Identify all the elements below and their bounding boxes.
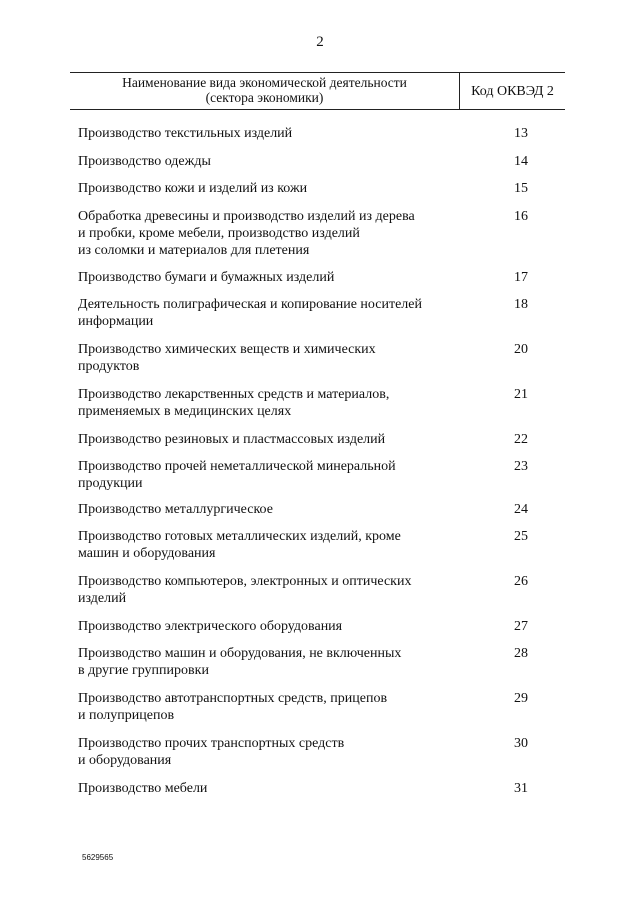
table-row [78,296,528,330]
activity-name-line: изделий [78,591,127,606]
activity-name-line: применяемых в медицинских целях [78,404,292,419]
activity-name [78,501,448,518]
activity-name-line: Производство готовых металлических изделий, кроме [78,529,401,544]
table-row [78,501,528,518]
okved-code: 14 [514,154,528,169]
okved-code: 30 [514,736,528,751]
activity-name-line: Производство текстильных изделий [78,126,293,141]
okved-code: 15 [514,181,528,196]
table-row [78,735,528,769]
activity-name [78,645,448,679]
activity-name-line: Производство резиновых и пластмассовых изделий [78,432,386,447]
okved-code: 28 [514,646,528,661]
table-row [78,528,528,562]
activity-name-line: продукции [78,476,143,491]
activity-name [78,618,448,635]
activity-name-line: и оборудования [78,753,172,768]
table-row [78,386,528,420]
table-row [78,269,528,286]
okved-code: 31 [514,781,528,796]
activity-name-line: Производство автотранспортных средств, прицепов [78,691,388,706]
activity-name [78,573,448,607]
activity-name [78,153,448,170]
okved-code: 29 [514,691,528,706]
table-row [78,690,528,724]
activity-name-line: Производство компьютеров, электронных и оптических [78,574,412,589]
activity-name-line: Производство бумаги и бумажных изделий [78,270,335,285]
table-row [78,431,528,448]
page-number: 2 [316,34,324,50]
activity-name-line: Производство химических веществ и химических [78,342,376,357]
activity-name-line: Деятельность полиграфическая и копирование носителей [78,297,422,312]
okved-code: 13 [514,126,528,141]
activity-name [78,386,448,420]
activity-name [78,780,448,797]
activity-name-line: и полуприцепов [78,708,175,723]
okved-code: 24 [514,502,528,517]
table-row [78,458,528,492]
activity-name-line: в другие группировки [78,663,209,678]
activity-name-line: Производство одежды [78,154,211,169]
activity-name [78,458,448,492]
activity-name [78,431,448,448]
activity-name [78,208,448,259]
activity-name-line: информации [78,314,154,329]
okved-code: 16 [514,209,528,224]
table-row [78,180,528,197]
activity-name-line: и пробки, кроме мебели, производство изделий [78,226,360,241]
header-activity-name-line2: (сектора экономики) [205,90,324,105]
activity-name [78,180,448,197]
table-row [78,618,528,635]
table-row [78,153,528,170]
table-row [78,125,528,142]
okved-code: 18 [514,297,528,312]
okved-code: 23 [514,459,528,474]
table-row [78,573,528,607]
table-row [78,645,528,679]
activity-name [78,341,448,375]
activity-name-line: Производство прочей неметаллической минеральной [78,459,396,474]
activity-name-line: Производство электрического оборудования [78,619,343,634]
activity-name [78,125,448,142]
okved-code: 17 [514,270,528,285]
okved-code: 22 [514,432,528,447]
header-activity-name-line1: Наименование вида экономической деятельности [122,75,407,90]
document-footer-code: 5629565 [82,853,114,862]
activity-name-line: из соломки и материалов для плетения [78,243,310,258]
activity-name [78,528,448,562]
activity-name [78,690,448,724]
activity-name-line: Обработка древесины и производство изделий из дерева [78,209,415,224]
activity-name-line: Производство кожи и изделий из кожи [78,181,308,196]
okved-code: 27 [514,619,528,634]
activity-name-line: продуктов [78,359,140,374]
activity-name-line: Производство лекарственных средств и материалов, [78,387,390,402]
activity-name-line: Производство металлургическое [78,502,273,517]
okved-code: 21 [514,387,528,402]
table-row [78,780,528,797]
activity-name-line: Производство прочих транспортных средств [78,736,345,751]
okved-code: 25 [514,529,528,544]
table-header [70,72,565,110]
activity-name [78,269,448,286]
table-row [78,208,528,259]
activity-name [78,296,448,330]
activity-name-line: Производство мебели [78,781,208,796]
okved-code: 26 [514,574,528,589]
activity-name [78,735,448,769]
activity-name-line: Производство машин и оборудования, не включенных [78,646,402,661]
header-okved-code: Код ОКВЭД 2 [471,83,554,99]
header-activity-name [70,73,460,109]
activity-name-line: машин и оборудования [78,546,216,561]
okved-code: 20 [514,342,528,357]
table-row [78,341,528,375]
